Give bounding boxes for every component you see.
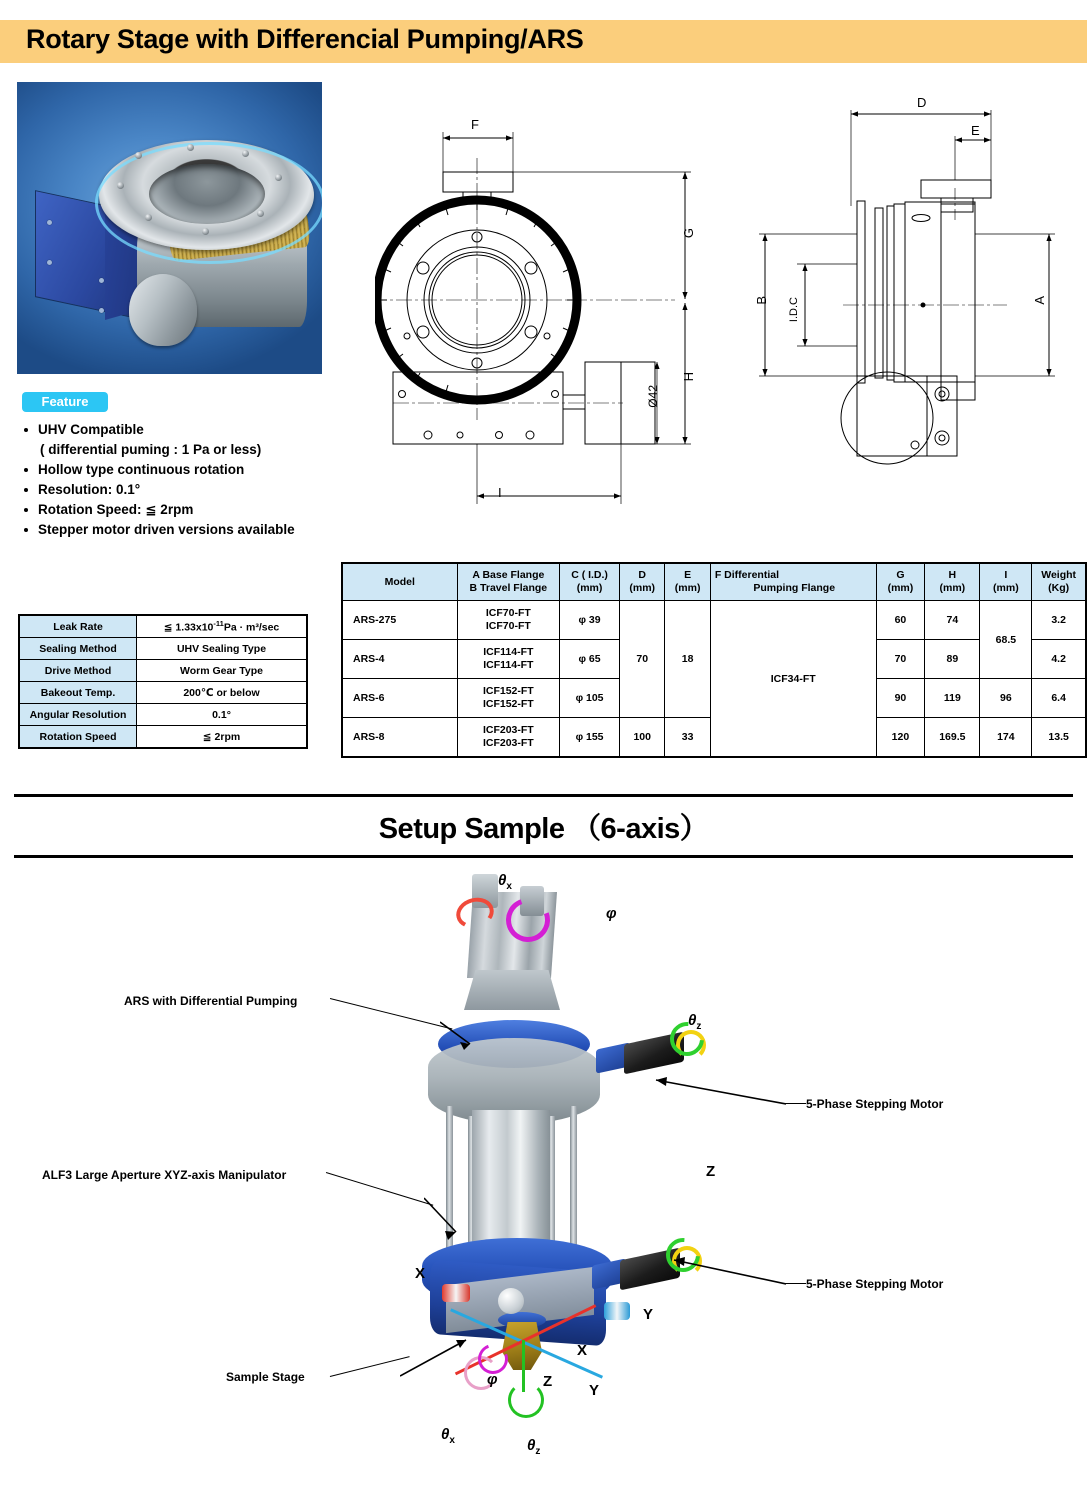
theta-subscript: z	[535, 1446, 541, 1457]
theta-subscript: z	[696, 1021, 702, 1032]
feature-list	[18, 420, 358, 540]
table-row	[19, 638, 307, 660]
dim-label-a: A	[1032, 296, 1047, 305]
cell-h: 169.5	[925, 718, 980, 758]
axis-label-z-center: Z	[543, 1373, 553, 1390]
cell-d: 100	[620, 718, 665, 758]
axis-label-theta-x-bottom	[441, 1426, 455, 1446]
flange-bolt	[275, 174, 282, 181]
col-e-l2: (mm)	[674, 582, 701, 594]
bolt-hole	[525, 326, 537, 338]
side-view-drawing	[745, 88, 1080, 493]
col-model-l1: Model	[384, 575, 415, 588]
section-divider-bottom	[14, 855, 1073, 858]
col-g	[876, 563, 925, 601]
cell-h: 119	[925, 679, 980, 718]
bracket-bolt-inner	[939, 435, 945, 441]
spec-key: Angular Resolution	[19, 704, 137, 726]
housing-screw	[99, 308, 104, 313]
cell-i: 96	[980, 679, 1032, 718]
axis-label-theta-z-bottom	[527, 1437, 540, 1457]
model-dimension-table	[341, 562, 1087, 758]
feature-item: Rotation Speed: ≦ 2rpm	[18, 500, 358, 520]
cell-flange-b: ICF152-FT	[482, 698, 534, 710]
bracket-bolt-inner	[939, 391, 945, 397]
leader-arrow-sample-stage	[400, 1330, 480, 1380]
leak-rate-mantissa: ≦ 1.33x10	[163, 621, 214, 634]
table-row	[19, 726, 307, 749]
base-hole	[457, 432, 463, 438]
cell-weight: 3.2	[1032, 601, 1086, 640]
cell-flange	[457, 640, 560, 679]
col-d-l2: (mm)	[629, 582, 656, 594]
cell-flange-a: ICF114-FT	[483, 646, 534, 658]
cell-flange-b: ICF203-FT	[482, 737, 534, 749]
axis-label-phi-bottom: φ	[487, 1371, 498, 1388]
bracket-bolt	[935, 431, 949, 445]
housing-port	[912, 215, 930, 222]
col-f-l2: Pumping Flange	[753, 582, 836, 594]
bolt-hole	[417, 262, 429, 274]
dim-label-g: G	[681, 228, 696, 239]
flange-bolt	[135, 152, 142, 159]
dim-label-b: B	[754, 296, 769, 305]
housing-screw	[99, 278, 104, 283]
cell-h: 89	[925, 640, 980, 679]
cell-weight: 4.2	[1032, 640, 1086, 679]
bolt-hole-small	[404, 333, 410, 339]
flange-plate	[875, 208, 883, 378]
dim-label-h: H	[681, 372, 696, 382]
table-row	[19, 704, 307, 726]
base-adjust-knob	[498, 1288, 524, 1314]
feature-item-sub: ( differential puming : 1 Pa or less)	[40, 442, 262, 457]
specification-table	[18, 614, 308, 749]
dim-label-f: F	[471, 117, 479, 132]
dim-label-d: D	[917, 95, 927, 110]
cell-weight: 6.4	[1032, 679, 1086, 718]
support-rod	[570, 1106, 577, 1261]
bolt-hole-small	[544, 333, 550, 339]
spec-key: Bakeout Temp.	[19, 682, 137, 704]
axis-label-theta-x-top	[498, 872, 512, 892]
base-hole	[552, 391, 559, 398]
center-mark	[921, 303, 926, 308]
cell-flange-b: ICF70-FT	[485, 620, 531, 632]
label-stepping-motor-top: 5-Phase Stepping Motor	[806, 1097, 944, 1111]
product-worm-knob	[129, 274, 197, 346]
leak-rate-unit: Pa · m³/sec	[223, 621, 280, 634]
product-center-bore	[149, 164, 265, 224]
spec-key: Sealing Method	[19, 638, 137, 660]
dim-label-e: E	[971, 123, 980, 138]
col-d	[620, 563, 665, 601]
spec-key: Rotation Speed	[19, 726, 137, 749]
product-photo	[17, 82, 322, 374]
table-row	[342, 601, 1086, 640]
col-f	[710, 563, 876, 601]
feature-item: Resolution: 0.1°	[18, 480, 358, 500]
table-header-row	[342, 563, 1086, 601]
dim-label-diameter42: Ø42	[646, 385, 660, 408]
spec-value: UHV Sealing Type	[137, 638, 308, 660]
cell-model: ARS-6	[342, 679, 457, 718]
dim-label-idc: I.D.C	[788, 297, 800, 323]
spec-value	[137, 615, 308, 638]
theta-subscript: x	[506, 881, 512, 892]
assembly-illustration	[380, 870, 740, 1470]
feature-item: Stepper motor driven versions available	[18, 520, 358, 540]
theta-glyph: θ	[441, 1426, 450, 1443]
theta-glyph: θ	[498, 872, 507, 889]
housing-screw	[47, 220, 52, 225]
y-axis-micrometer	[604, 1302, 630, 1320]
flange-bolt	[257, 210, 264, 217]
cell-flange-b: ICF114-FT	[483, 659, 534, 671]
flange-bolt	[145, 214, 152, 221]
cell-flange-a: ICF203-FT	[482, 724, 534, 736]
flange-plate	[894, 204, 905, 382]
motor-circle	[841, 372, 933, 464]
col-h	[925, 563, 980, 601]
leak-rate-exponent: -11	[213, 619, 224, 629]
cell-flange	[457, 718, 560, 758]
cell-model: ARS-8	[342, 718, 457, 758]
cell-h: 74	[925, 601, 980, 640]
pumping-port-block	[443, 172, 513, 192]
feature-item: Hollow type continuous rotation	[18, 460, 358, 480]
port-flange-top	[921, 180, 991, 198]
cell-c: φ 39	[560, 601, 620, 640]
cell-i: 174	[980, 718, 1032, 758]
motor-bracket	[927, 376, 957, 456]
housing-screw	[47, 260, 52, 265]
cell-e: 33	[665, 718, 710, 758]
label-stepping-motor-bottom: 5-Phase Stepping Motor	[806, 1277, 944, 1291]
base-hole	[496, 432, 503, 439]
axis-label-theta-z-right	[688, 1012, 701, 1032]
label-alf3-manipulator: ALF3 Large Aperture XYZ-axis Manipulator	[42, 1168, 287, 1182]
theta-subscript: x	[449, 1435, 455, 1446]
col-weight-l1: Weight	[1041, 569, 1077, 581]
cell-i-merged: 68.5	[980, 601, 1032, 679]
bracket-bolt	[935, 387, 949, 401]
label-sample-stage: Sample Stage	[226, 1370, 305, 1384]
cell-c: φ 105	[560, 679, 620, 718]
col-c-l1: C ( I.D.)	[571, 569, 608, 581]
axis-label-z-right: Z	[706, 1163, 716, 1180]
cell-g: 60	[876, 601, 925, 640]
housing-rear	[941, 204, 975, 400]
col-flange-l1: A Base Flange	[472, 569, 545, 581]
leader-line-motor-top	[784, 1103, 806, 1104]
cell-c: φ 155	[560, 718, 620, 758]
axis-label-x-center: X	[577, 1342, 588, 1359]
col-flange-l2: B Travel Flange	[469, 582, 548, 594]
spec-key: Drive Method	[19, 660, 137, 682]
leader-arrow-ars	[440, 1020, 480, 1054]
col-d-l1: D	[638, 569, 647, 581]
flange-bolt	[242, 150, 249, 157]
bolt-hole	[525, 262, 537, 274]
flange-plate	[857, 201, 865, 383]
theta-glyph: θ	[688, 1012, 697, 1029]
axis-label-phi-top: φ	[606, 905, 617, 922]
flange-plate	[887, 206, 894, 380]
label-ars-differential-pumping: ARS with Differential Pumping	[124, 994, 298, 1008]
spec-value: 0.1°	[137, 704, 308, 726]
axis-label-y-right: Y	[643, 1306, 654, 1323]
spec-value: Worm Gear Type	[137, 660, 308, 682]
col-weight-l2: (Kg)	[1048, 582, 1070, 594]
col-flange	[457, 563, 560, 601]
leader-arrow-manipulator	[424, 1196, 468, 1244]
theta-glyph: θ	[527, 1437, 536, 1454]
bolt-hole	[417, 326, 429, 338]
cell-weight: 13.5	[1032, 718, 1086, 758]
spec-value: 200℃ or below	[137, 682, 308, 704]
axis-label-y-center: Y	[589, 1382, 600, 1399]
cell-flange-a: ICF70-FT	[485, 607, 531, 619]
flange-bolt	[202, 228, 209, 235]
spec-key: Leak Rate	[19, 615, 137, 638]
col-i-l1: I	[1004, 569, 1008, 581]
table-row	[19, 660, 307, 682]
base-hole	[424, 431, 432, 439]
col-i-l2: (mm)	[993, 582, 1019, 594]
cell-g: 120	[876, 718, 925, 758]
leader-arrow-motor-top	[640, 1070, 786, 1110]
front-view-drawing	[375, 100, 715, 520]
axis-label-x-left: X	[415, 1265, 426, 1282]
spec-value: ≦ 2rpm	[137, 726, 308, 749]
cell-flange	[457, 601, 560, 640]
setup-section-title: Setup Sample （6-axis）	[378, 813, 709, 845]
col-c	[560, 563, 620, 601]
base-hole	[526, 431, 534, 439]
manipulator-cone	[464, 970, 560, 1010]
cell-g: 90	[876, 679, 925, 718]
col-h-l1: H	[948, 569, 957, 581]
col-e	[665, 563, 710, 601]
section-divider-top	[14, 794, 1073, 797]
dim-label-i: I	[498, 485, 502, 500]
col-h-l2: (mm)	[939, 582, 966, 594]
cell-g: 70	[876, 640, 925, 679]
bracket-bolt	[911, 441, 919, 449]
cell-model: ARS-4	[342, 640, 457, 679]
cell-flange-a: ICF152-FT	[482, 685, 534, 697]
col-e-l1: E	[684, 569, 692, 581]
cell-e-merged: 18	[665, 601, 710, 718]
base-hole	[399, 391, 406, 398]
feature-badge	[22, 392, 108, 412]
col-c-l2: (mm)	[576, 582, 603, 594]
motor-mount-block	[857, 376, 957, 456]
col-model	[342, 563, 457, 601]
cell-flange	[457, 679, 560, 718]
motor-shaft	[563, 395, 585, 409]
col-weight	[1032, 563, 1086, 601]
col-g-l2: (mm)	[887, 582, 914, 594]
col-i	[980, 563, 1032, 601]
leader-arrow-motor-bottom	[660, 1250, 786, 1290]
feature-badge-label: Feature	[41, 394, 89, 409]
port-neck	[941, 198, 973, 212]
housing-body	[905, 202, 975, 382]
theta-z-ring-bottom	[508, 1382, 544, 1418]
x-axis-micrometer	[442, 1284, 470, 1302]
cell-c: φ 65	[560, 640, 620, 679]
col-f-l1: F Differential	[714, 569, 780, 581]
cell-model: ARS-275	[342, 601, 457, 640]
leader-line-motor-bottom	[784, 1283, 806, 1284]
flange-bolt	[117, 182, 124, 189]
col-g-l1: G	[896, 569, 905, 581]
table-row	[19, 615, 307, 638]
cell-d-merged: 70	[620, 601, 665, 718]
flange-bolt	[187, 144, 194, 151]
feature-item: UHV Compatible	[18, 420, 358, 440]
page-title: Rotary Stage with Differencial Pumping/ARS	[26, 24, 584, 54]
cell-f-merged: ICF34-FT	[710, 601, 876, 758]
table-row	[19, 682, 307, 704]
